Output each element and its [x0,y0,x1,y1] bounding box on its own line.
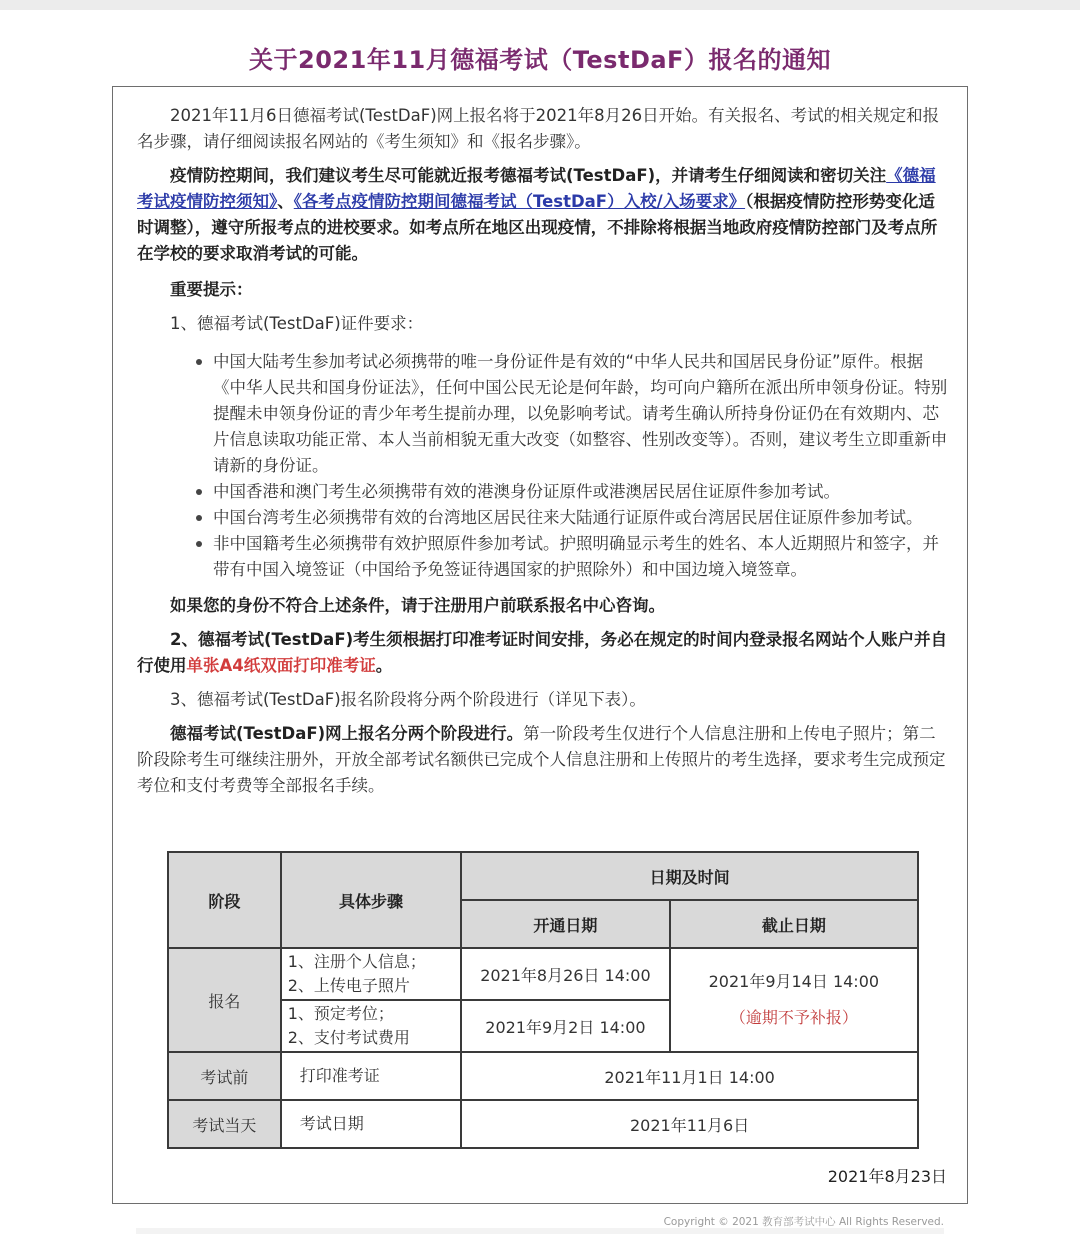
table-row [168,1052,918,1100]
print-admission-date: 2021年11月1日 14:00 [461,1052,918,1100]
section3-paragraph [137,721,951,799]
steps-header: 具体步骤 [281,852,462,948]
phase2-step2: 2、支付考试费用 [287,1028,410,1047]
copyright-footer: Copyright © 2021 教育部考试中心 All Rights Reserved. [663,1216,944,1228]
phase2-steps-cell [281,1000,462,1052]
schedule-table [167,851,919,1149]
epidemic-tail: （根据疫情防控形势变化适时调整），遵守所报考点的进校要求。如考点所在地区出现疫情，不排除将根据当地政府疫情防控部门及考点所在学校的要求取消考试的可能。 [137,192,938,263]
before-exam-stage-cell: 考试前 [168,1052,281,1100]
bottom-band [136,1228,944,1234]
exam-date-step: 考试日期 [281,1100,462,1148]
exam-date: 2021年11月6日 [461,1100,918,1148]
intro-paragraph: 2021年11月6日德福考试(TestDaF)网上报名将于2021年8月26日开始。有关报名、考试的相关规定和报名步骤，请仔细阅读报名网站的《考生须知》和《报名步骤》。 [137,106,940,151]
phase2-step1: 1、预定考位； [287,1004,394,1023]
center-entry-requirements-link[interactable]: 《各考点疫情防控期间德福考试（TestDaF）入校/入场要求》 [293,192,746,211]
list-item: 非中国籍考生必须携带有效护照原件参加考试。护照明确显示考生的姓名、本人近期照片和签字，并带有中国入境签证（中国给予免签证待遇国家的护照除外）和中国边境入境签章。 [213,531,951,583]
schedule-table-wrap [167,851,921,1149]
phase1-step1: 1、注册个人信息； [287,952,426,971]
deadline-note: （逾期不予补报） [729,1008,858,1027]
list-item: 中国香港和澳门考生必须携带有效的港澳身份证原件或港澳居民居住证原件参加考试。 [213,479,951,505]
stage-header: 阶段 [168,852,281,948]
table-row [168,852,918,900]
list-item: 中国台湾考生必须携带有效的台湾地区居民往来大陆通行证原件或台湾居民居住证原件参加考试。 [213,505,951,531]
list-item: 中国大陆考生参加考试必须携带的唯一身份证件是有效的“中华人民共和国居民身份证”原件。根据《中华人民共和国身份证法》，任何中国公民无论是何年龄，均可向户籍所在派出所申领身份证。特别提醒未申领身份证的青少年考生提前办理，以免影响考试。请考生确认所持身份证仍在有效期内、芯片信息读取功能正常、本人当前相貌无重大改变（如整容、性别改变等）。否则，建议考生立即重新申请新的身份证。 [213,349,951,479]
phase2-open-date: 2021年9月2日 14:00 [461,1000,669,1052]
section3-rest: 第一阶段考生仅进行个人信息注册和上传电子照片；第二阶段除考生可继续注册外，开放全部考试名额供已完成个人信息注册和上传照片的考生选择，要求考生完成预定考位和支付考费等全部报名手续。 [137,724,946,795]
datetime-header: 日期及时间 [461,852,918,900]
section1-heading: 1、德福考试(TestDaF)证件要求： [170,314,424,333]
epidemic-lead: 疫情防控期间，我们建议考生尽可能就近报考德福考试(TestDaF)，并请考生仔细阅读和密切关注 [170,166,887,185]
link-separator: 、 [277,192,294,211]
phase1-steps-cell [281,948,462,1000]
print-admission-step: 打印准考证 [281,1052,462,1100]
tips-heading: 重要提示： [170,280,253,299]
section2-paragraph [137,627,951,679]
notice-box [112,86,968,1204]
phase1-step2: 2、上传电子照片 [287,976,410,995]
page-title: 关于2021年11月德福考试（TestDaF）报名的通知 [249,46,831,74]
exam-day-stage-cell: 考试当天 [168,1100,281,1148]
section3-heading: 3、德福考试(TestDaF)报名阶段将分两个阶段进行（详见下表）。 [170,690,646,709]
id-requirements-list [137,349,951,583]
registration-stage-cell: 报名 [168,948,281,1052]
open-date-header: 开通日期 [461,900,669,948]
id-note: 如果您的身份不符合上述条件，请于注册用户前联系报名中心咨询。 [170,596,665,615]
section3-lead: 德福考试(TestDaF)网上报名分两个阶段进行。 [170,724,524,743]
phase1-open-date: 2021年8月26日 14:00 [461,948,669,1000]
notice-content [137,103,951,799]
top-band [0,0,1080,10]
table-row [168,1100,918,1148]
section2-end: 。 [375,656,393,675]
table-row [168,948,918,1000]
epidemic-guide-link[interactable]: 《德福考试疫情防控须知》 [137,166,936,211]
epidemic-paragraph [137,163,951,267]
deadline-header: 截止日期 [670,900,918,948]
registration-deadline-cell [670,948,918,1052]
registration-deadline-date: 2021年9月14日 14:00 [708,972,880,991]
section2-text: 2、德福考试(TestDaF)考生须根据打印准考证时间安排，务必在规定的时间内登录报名网站个人账户并自行使用 [137,630,948,675]
print-admission-highlight: 单张A4纸双面打印准考证 [186,656,376,675]
signature-date: 2021年8月23日 [827,1167,947,1186]
